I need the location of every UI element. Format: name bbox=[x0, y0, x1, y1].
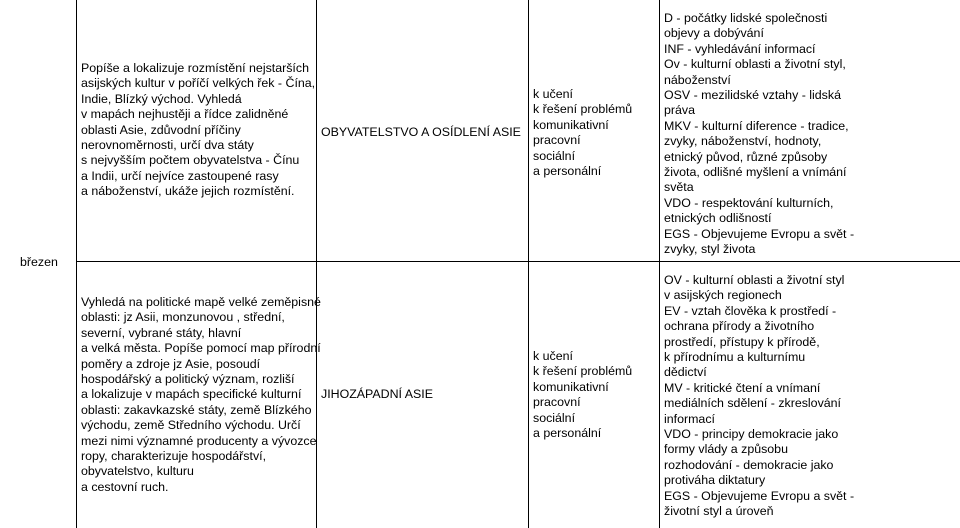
competence-item: a personální bbox=[533, 426, 602, 441]
competence-item: komunikativní bbox=[533, 379, 609, 394]
competence-item: pracovní bbox=[533, 395, 581, 410]
cross-topic-line: protiváha diktatury bbox=[664, 473, 766, 488]
outcome-line: obyvatelstvo, kulturu bbox=[81, 464, 194, 479]
cross-topic-line: VDO - respektování kulturních, bbox=[664, 195, 834, 210]
competence-item: sociální bbox=[533, 410, 576, 425]
competence-item: a personální bbox=[533, 164, 602, 179]
outcomes-cell bbox=[81, 61, 315, 200]
outcome-line: hospodářský a politický význam, rozliší bbox=[81, 372, 295, 387]
competence-item: k učení bbox=[533, 87, 573, 101]
topic-cell: OBYVATELSTVO A OSÍDLENÍ ASIE bbox=[321, 125, 521, 139]
cross-topic-line: EGS - Objevujeme Evropu a svět - bbox=[664, 226, 855, 241]
cross-topic-line: Ov - kulturní oblasti a životní styl, bbox=[664, 57, 846, 72]
competences-cell bbox=[533, 349, 632, 441]
cross-topic-line: rozhodování - demokracie jako bbox=[664, 457, 834, 472]
outcome-line: a velká města. Popíše pomocí map přírodní bbox=[81, 341, 321, 356]
cross-topic-line: mediálních sdělení - zkreslování bbox=[664, 396, 841, 411]
outcome-line: Indie, Blízký východ. Vyhledá bbox=[81, 91, 242, 106]
cross-topic-line: zvyky, náboženství, hodnoty, bbox=[664, 134, 822, 149]
cross-topic-line: D - počátky lidské společnosti bbox=[664, 11, 828, 25]
outcome-line: mezi nimi významné producenty a vývozce bbox=[81, 433, 317, 448]
cross-topic-line: dědictví bbox=[664, 365, 707, 380]
month-label: březen bbox=[20, 255, 58, 269]
outcome-line: a náboženství, ukáže jejich rozmístění. bbox=[81, 184, 295, 199]
cross-topic-line: etnický původ, různé způsoby bbox=[664, 149, 828, 164]
outcome-line: s nejvyšším počtem obyvatelstva - Čínu bbox=[81, 153, 300, 168]
competences-cell bbox=[533, 87, 632, 179]
outcome-line: oblasti Asie, zdůvodní příčiny bbox=[81, 122, 241, 137]
cross-topic-line: zvyky, styl života bbox=[664, 242, 756, 257]
cross-topic-line: OSV - mezilidské vztahy - lidská bbox=[664, 88, 841, 103]
outcome-line: a Indii, určí nejvíce zastoupené rasy bbox=[81, 168, 279, 183]
cross-topic-line: MKV - kulturní diference - tradice, bbox=[664, 118, 849, 133]
outcome-line: asijských kultur v poříčí velkých řek - Čína, bbox=[81, 76, 316, 91]
outcome-line: oblasti: zakavkazské státy, země Blízkého bbox=[81, 402, 312, 417]
grid-line bbox=[528, 0, 529, 528]
cross-topic-line: MV - kritické čtení a vnímaní bbox=[664, 380, 821, 395]
competence-item: k učení bbox=[533, 349, 573, 363]
outcomes-cell bbox=[81, 295, 321, 495]
cross-topic-line: informací bbox=[664, 411, 715, 426]
cross-topic-line: EV - vztah člověka k prostředí - bbox=[664, 303, 837, 318]
outcome-line: Vyhledá na politické mapě velké zeměpisné bbox=[81, 295, 321, 309]
cross-topic-line: náboženství bbox=[664, 72, 731, 87]
outcome-line: oblasti: jz Asii, monzunovou , střední, bbox=[81, 310, 285, 325]
competence-item: pracovní bbox=[533, 133, 581, 148]
competence-item: k řešení problémů bbox=[533, 102, 633, 117]
grid-line bbox=[76, 261, 960, 262]
outcome-line: a lokalizuje v mapách specifické kulturní bbox=[81, 387, 302, 402]
cross-topic-line: k přírodnímu a kulturnímu bbox=[664, 350, 806, 365]
outcome-line: v mapách nejhustěji a řídce zalidněné bbox=[81, 107, 289, 122]
topic-cell: JIHOZÁPADNÍ ASIE bbox=[321, 387, 433, 401]
grid-line bbox=[659, 0, 660, 528]
outcome-line: Popíše a lokalizuje rozmístění nejstarších bbox=[81, 61, 309, 75]
competence-item: k řešení problémů bbox=[533, 364, 633, 379]
competence-item: sociální bbox=[533, 148, 576, 163]
outcome-line: poměry a zdroje jz Asie, posoudí bbox=[81, 356, 261, 371]
cross-topic-line: formy vlády a způsobu bbox=[664, 442, 788, 457]
outcome-line: východu, země Středního východu. Určí bbox=[81, 418, 301, 433]
cross-topic-line: ochrana přírody a životního bbox=[664, 319, 815, 334]
cross-topic-line: objevy a dobývání bbox=[664, 26, 764, 41]
outcome-line: ropy, charakterizuje hospodářství, bbox=[81, 449, 267, 464]
outcome-line: nerovnoměrnosti, určí dva státy bbox=[81, 138, 254, 153]
outcome-line: a cestovní ruch. bbox=[81, 479, 169, 494]
outcome-line: severní, vybrané státy, hlavní bbox=[81, 325, 242, 340]
cross-topics-cell bbox=[664, 273, 854, 520]
cross-topic-line: VDO - principy demokracie jako bbox=[664, 427, 839, 442]
cross-topic-line: etnických odlišností bbox=[664, 211, 772, 226]
cross-topic-line: světa bbox=[664, 180, 694, 195]
competence-item: komunikativní bbox=[533, 117, 609, 132]
cross-topics-cell bbox=[664, 11, 854, 258]
cross-topic-line: životní styl a úroveň bbox=[664, 504, 774, 519]
grid-line bbox=[76, 0, 77, 528]
cross-topic-line: EGS - Objevujeme Evropu a svět - bbox=[664, 488, 855, 503]
cross-topic-line: v asijských regionech bbox=[664, 288, 782, 303]
cross-topic-line: života, odlišné myšlení a vnímání bbox=[664, 165, 847, 180]
cross-topic-line: INF - vyhledávání informací bbox=[664, 41, 816, 56]
cross-topic-line: OV - kulturní oblasti a životní styl bbox=[664, 273, 845, 287]
cross-topic-line: prostředí, přístupy k přírodě, bbox=[664, 334, 820, 349]
cross-topic-line: práva bbox=[664, 103, 695, 118]
